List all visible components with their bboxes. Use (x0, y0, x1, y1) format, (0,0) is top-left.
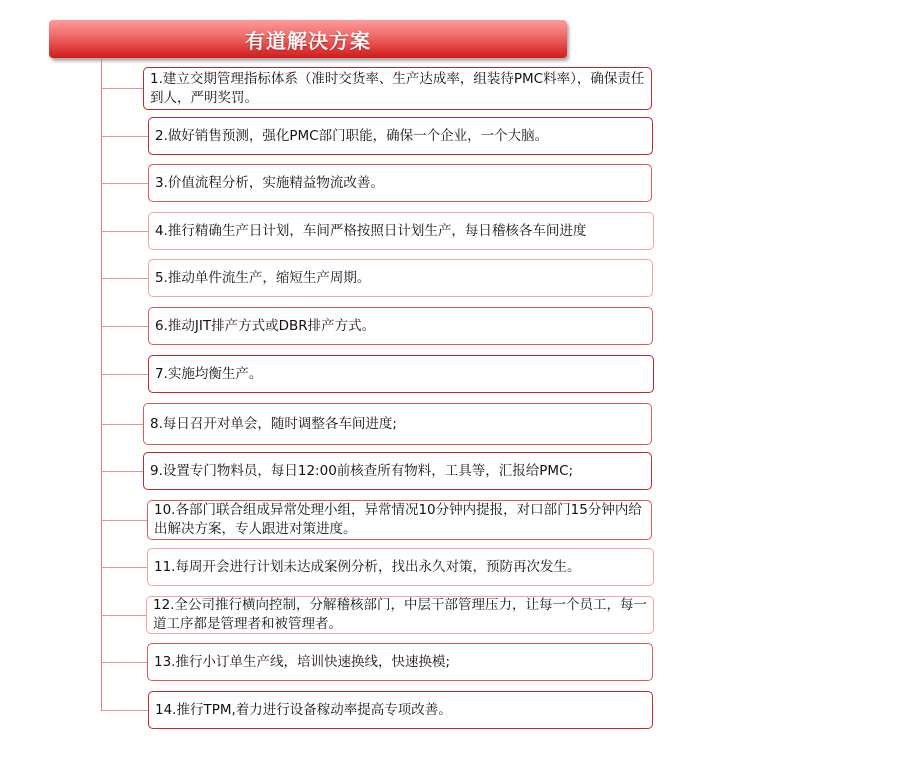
solution-item-text: 6.推动JIT排产方式或DBR排产方式。 (155, 317, 376, 334)
solution-item-text: 8.每日召开对单会，随时调整各车间进度; (150, 415, 397, 432)
solution-item-1 (143, 67, 652, 110)
solution-item-9 (143, 452, 652, 490)
solution-item-text: 10.各部门联合组成异常处理小组，异常情况10分钟内提报，对口部门15分钟内给出解决方案，专人跟进对策进度。 (154, 502, 642, 537)
solution-item-6 (148, 307, 653, 345)
solution-item-2 (148, 117, 653, 155)
solution-item-text: 3.价值流程分析，实施精益物流改善。 (155, 174, 384, 191)
branch-connector-3 (101, 183, 148, 184)
title-banner (49, 20, 567, 58)
solution-item-5 (148, 259, 653, 297)
solution-item-text: 12.全公司推行横向控制，分解稽核部门，中层干部管理压力，让每一个员工，每一道工序都是管理者和被管理者。 (153, 597, 647, 632)
branch-connector-10 (101, 520, 147, 521)
branch-connector-7 (101, 374, 148, 375)
page-title: 有道解决方案 (245, 28, 371, 53)
solution-item-8 (143, 403, 652, 445)
solution-item-text: 7.实施均衡生产。 (155, 365, 263, 382)
solution-item-3 (148, 164, 652, 202)
branch-connector-11 (101, 567, 147, 568)
solution-item-text: 2.做好销售预测，强化PMC部门职能，确保一个企业，一个大脑。 (155, 127, 549, 144)
solution-item-text: 4.推行精确生产日计划，车间严格按照日计划生产，每日稽核各车间进度 (155, 222, 587, 239)
branch-connector-13 (101, 662, 147, 663)
solution-item-12 (146, 596, 654, 634)
branch-connector-9 (101, 471, 143, 472)
branch-connector-8 (101, 424, 143, 425)
branch-connector-1 (101, 88, 143, 89)
branch-connector-2 (101, 136, 148, 137)
solution-item-text: 1.建立交期管理指标体系（准时交货率、生产达成率，组装待PMC料率），确保责任到人，严明奖罚。 (150, 70, 645, 106)
solution-item-14 (148, 691, 653, 729)
branch-connector-5 (101, 278, 148, 279)
solution-item-text: 13.推行小订单生产线，培训快速换线，快速换模; (154, 653, 451, 670)
branch-connector-4 (101, 231, 148, 232)
solution-item-10 (147, 500, 652, 540)
solution-item-text: 14.推行TPM,着力进行设备稼动率提高专项改善。 (155, 701, 452, 718)
solution-item-text: 9.设置专门物料员，每日12:00前核查所有物料，工具等，汇报给PMC; (150, 462, 574, 479)
solution-item-13 (147, 643, 653, 681)
solution-item-7 (148, 355, 654, 393)
solution-item-text: 5.推动单件流生产，缩短生产周期。 (155, 269, 371, 286)
branch-connector-12 (101, 615, 146, 616)
tree-trunk-connector (101, 58, 102, 710)
branch-connector-6 (101, 326, 148, 327)
solution-item-text: 11.每周开会进行计划未达成案例分析，找出永久对策，预防再次发生。 (154, 558, 581, 575)
solution-item-4 (148, 212, 654, 250)
branch-connector-14 (101, 710, 148, 711)
solution-item-11 (147, 548, 654, 586)
